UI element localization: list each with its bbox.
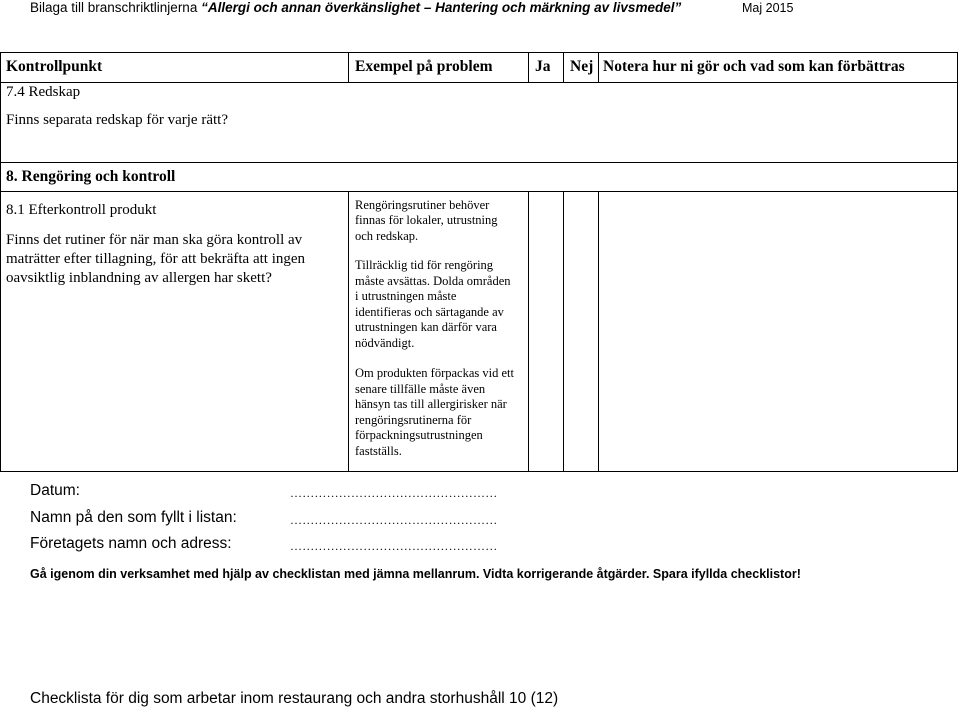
section-8-1-question-line: oavsiktlig inblandning av allergen har skett? [6,270,272,286]
example-note-line: rengöringsrutinerna för [355,413,472,427]
example-note-line: och redskap. [355,229,419,243]
col-divider [598,191,599,472]
company-field[interactable]: …………………………………………… [290,539,498,553]
checklist-table [0,52,958,472]
name-field[interactable]: …………………………………………… [290,513,498,527]
page-footer: Checklista för dig som arbetar inom restaurang och andra storhushåll 10 (12) [30,690,559,707]
col-header-exempel: Exempel på problem [355,58,493,75]
col-divider [348,191,349,472]
row-divider [0,191,958,192]
page-header [30,0,930,18]
table-border-bottom [0,471,958,472]
example-note-line: finnas för lokaler, utrustning [355,213,498,227]
example-note-line: Rengöringsrutiner behöver [355,198,490,212]
section-7-4-heading: 7.4 Redskap [6,84,81,100]
row-divider [0,162,958,163]
datum-field[interactable]: …………………………………………… [290,486,498,500]
col-divider [563,191,564,472]
col-divider [528,191,529,472]
example-note-line: identifieras och särtagande av [355,305,504,319]
section-7-4-question: Finns separata redskap för varje rätt? [6,112,228,128]
col-header-kontrollpunkt: Kontrollpunkt [6,58,103,75]
datum-label: Datum: [30,482,80,499]
col-divider [348,52,349,83]
header-title: “Allergi och annan överkänslighet – Hantering och märkning av livsmedel” [201,0,682,15]
example-note-line: måste avsättas. Dolda områden [355,274,511,288]
col-divider [598,52,599,83]
section-8-1-heading: 8.1 Efterkontroll produkt [6,202,157,218]
col-header-nej: Nej [570,58,594,75]
col-header-ja: Ja [535,58,551,75]
example-note-line: förpackningsutrustningen [355,428,483,442]
name-label: Namn på den som fyllt i listan: [30,509,237,526]
company-label: Företagets namn och adress: [30,535,232,552]
col-divider [528,52,529,83]
header-row-divider [0,82,958,83]
col-header-notera: Notera hur ni gör och vad som kan förbättras [603,58,905,75]
col-divider [563,52,564,83]
table-border-left [0,52,1,472]
example-note-line: Om produkten förpackas vid ett [355,366,514,380]
example-note-line: senare tillfälle måste även [355,382,486,396]
example-note-line: hänsyn tas till allergirisker när [355,397,507,411]
example-note-line: Tillräcklig tid för rengöring [355,258,494,272]
instruction-text: Gå igenom din verksamhet med hjälp av checklistan med jämna mellanrum. Vidta korrigerande åtgärder. Spara ifyllda checklistor! [30,567,801,581]
example-note-line: i utrustningen måste [355,289,457,303]
section-8-1-question-line: Finns det rutiner för när man ska göra kontroll av [6,232,303,248]
example-note-line: nödvändigt. [355,336,415,350]
header-prefix: Bilaga till branschriktlinjerna [30,0,202,15]
table-border-top [0,52,958,53]
example-note-line: fastställs. [355,444,402,458]
table-border-right [957,52,958,472]
section-8-heading: 8. Rengöring och kontroll [6,168,176,185]
header-date: Maj 2015 [742,1,794,15]
section-8-1-question-line: maträtter efter tillagning, för att bekräfta att ingen [6,251,306,267]
example-note-line: utrustningen kan därför vara [355,320,497,334]
